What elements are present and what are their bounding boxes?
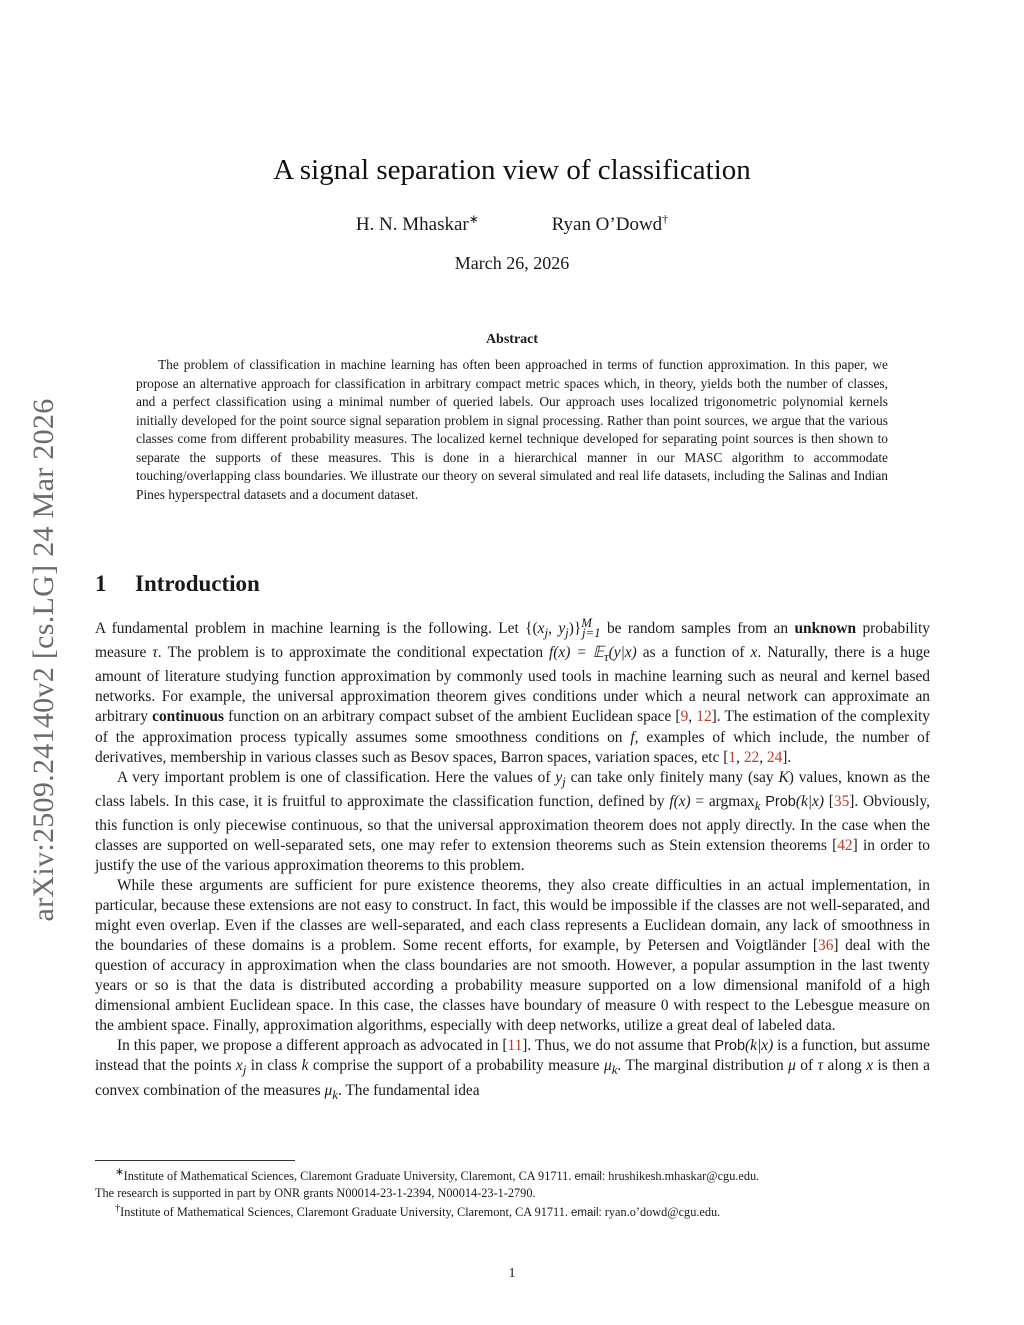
- section-heading-introduction: [95, 571, 260, 597]
- email-link[interactable]: hrushikesh.mhaskar@cgu.edu.: [605, 1169, 760, 1184]
- footnote-2: †Institute of Mathematical Sciences, Claremont Graduate University, Claremont, CA 91711. email: ryan.o’dowd@cgu.edu.: [115, 1203, 721, 1220]
- abstract-text: The problem of classification in machine learning has often been approached in terms of function approximation. In this paper, we propose an alternative approach for classification in arbitrary compact metric spaces which, in theory, yields both the number of classes, and a perfect classification using a minimal number of queried labels. Our approach uses localized trigonometric polynomial kernels initially developed for the point source signal separation problem in signal processing. Rather than point sources, we argue that the various classes come from different probability measures. The localized kernel technique developed for separating point sources is then shown to separate the supports of these measures. This is done in a hierarchical manner in our MASC algorithm to accommodate touching/overlapping class boundaries. We illustrate our theory on several simulated and real life datasets, including the Salinas and Indian Pines hyperspectral datasets and a document dataset.: [136, 357, 888, 502]
- citation-link[interactable]: 35: [833, 792, 850, 810]
- paragraph-3: While these arguments are sufficient for pure existence theorems, they also create difficulties in an actual implementation, in particular, because these extensions are not easy to construct. In fact, this would be impossible if the classes are not well-separated, and might even overlap. Even if the classes are well-separated, and each class represents a Euclidean domain, any lack of smoothness in the boundaries of these domains is a problem. Some recent efforts, for example, by Petersen and Voigtländer [36] deal with the question of accuracy in approximation when the class boundaries are not smooth. However, a popular assumption in the last twenty years or so is that the data is distributed according a probability measure supported on a low dimensional manifold of a high dimensional ambient Euclidean space. In this case, the classes have boundary of measure 0 with respect to the Lebesgue measure on the ambient space. Finally, approximation algorithms, especially with deep networks, utilize a great deal of labeled data.: [95, 877, 930, 1035]
- citation-link[interactable]: 22: [743, 748, 760, 766]
- author-2: Ryan O’Dowd†: [551, 212, 669, 236]
- footnote-1-continuation: The research is supported in part by ONR grants N00014-23-1-2394, N00014-23-1-2790.: [95, 1186, 536, 1201]
- author-list: [0, 212, 1024, 236]
- paragraph-2: A very important problem is one of classification. Here the values of $y_j$ can take only finitely many (say K) values, known as the class labels. In this case, it is fruitful to approximate the classification function, defined by f(x) = argmax$_k$ Prob(k|x) [35]. Obviously, this function is only piecewise continuous, so that the universal approximation theorem does not apply directly. In the case when the classes are supported on well-separated sets, one may refer to extension theorems such as Stein extension theorems [42] in order to justify the use of the various approximation theorems to this problem.: [95, 768, 930, 874]
- citation-link[interactable]: 12: [696, 708, 712, 726]
- citation-link[interactable]: 9: [680, 708, 689, 726]
- paper-title: A signal separation view of classification: [273, 154, 751, 186]
- citation-link[interactable]: 42: [837, 836, 853, 854]
- email-link[interactable]: ryan.o’dowd@cgu.edu.: [601, 1205, 721, 1220]
- introduction-body: [95, 613, 930, 1105]
- footnotes: [95, 1165, 930, 1221]
- section-number: 1: [95, 571, 107, 596]
- footnote-1: ∗Institute of Mathematical Sciences, Claremont Graduate University, Claremont, CA 91711. email: hrushikesh.mhaskar@cgu.edu.: [115, 1167, 760, 1184]
- page-number: 1: [508, 1266, 516, 1281]
- emphasis-unknown: unknown: [794, 620, 857, 638]
- footnote-rule: [95, 1160, 295, 1161]
- author-1: H. N. Mhaskar∗: [355, 212, 479, 236]
- citation-link[interactable]: 1: [728, 748, 737, 766]
- citation-link[interactable]: 36: [818, 937, 834, 955]
- author-1-footnote-mark[interactable]: ∗: [468, 212, 479, 226]
- paragraph-1: A fundamental problem in machine learning is the following. Let {($x_j$, $y_j)\}^M_{j=1}$ be random samples from an unknown probability measure τ. The problem is to approximate the conditional expectation f(x) = 𝔼$_\tau$(y|x) as a function of x. Naturally, there is a huge amount of literature studying function approximation by commonly used tools in machine learning such as neural and kernel based networks. For example, the universal approximation theorem gives conditions under which a neural network can approximate an arbitrary continuous function on an arbitrary compact subset of the ambient Euclidean space [9, 12]. The estimation of the complexity of the approximation process typically assumes some smoothness conditions on f, examples of which include, the number of derivatives, membership in various classes such as Besov spaces, Barron spaces, variation spaces, etc [1, 22, 24].: [95, 616, 931, 766]
- author-2-footnote-mark[interactable]: †: [662, 212, 669, 226]
- emphasis-continuous: continuous: [152, 708, 224, 726]
- paragraph-4: In this paper, we propose a different approach as advocated in [11]. Thus, we do not assume that Prob(k|x) is a function, but assume instead that the points $x_j$ in class k comprise the support of a probability measure $\mu_k$. The marginal distribution μ of τ along x is then a convex combination of the measures $\mu_k$. The fundamental idea: [95, 1037, 931, 1102]
- citation-link[interactable]: 24: [766, 748, 783, 766]
- arxiv-side-stamp: arXiv:2509.24140v2 [cs.LG] 24 Mar 2026: [27, 398, 60, 922]
- section-title: Introduction: [135, 571, 260, 596]
- abstract-heading: Abstract: [485, 332, 539, 347]
- citation-link[interactable]: 11: [507, 1037, 523, 1055]
- paper-date: March 26, 2026: [454, 253, 570, 273]
